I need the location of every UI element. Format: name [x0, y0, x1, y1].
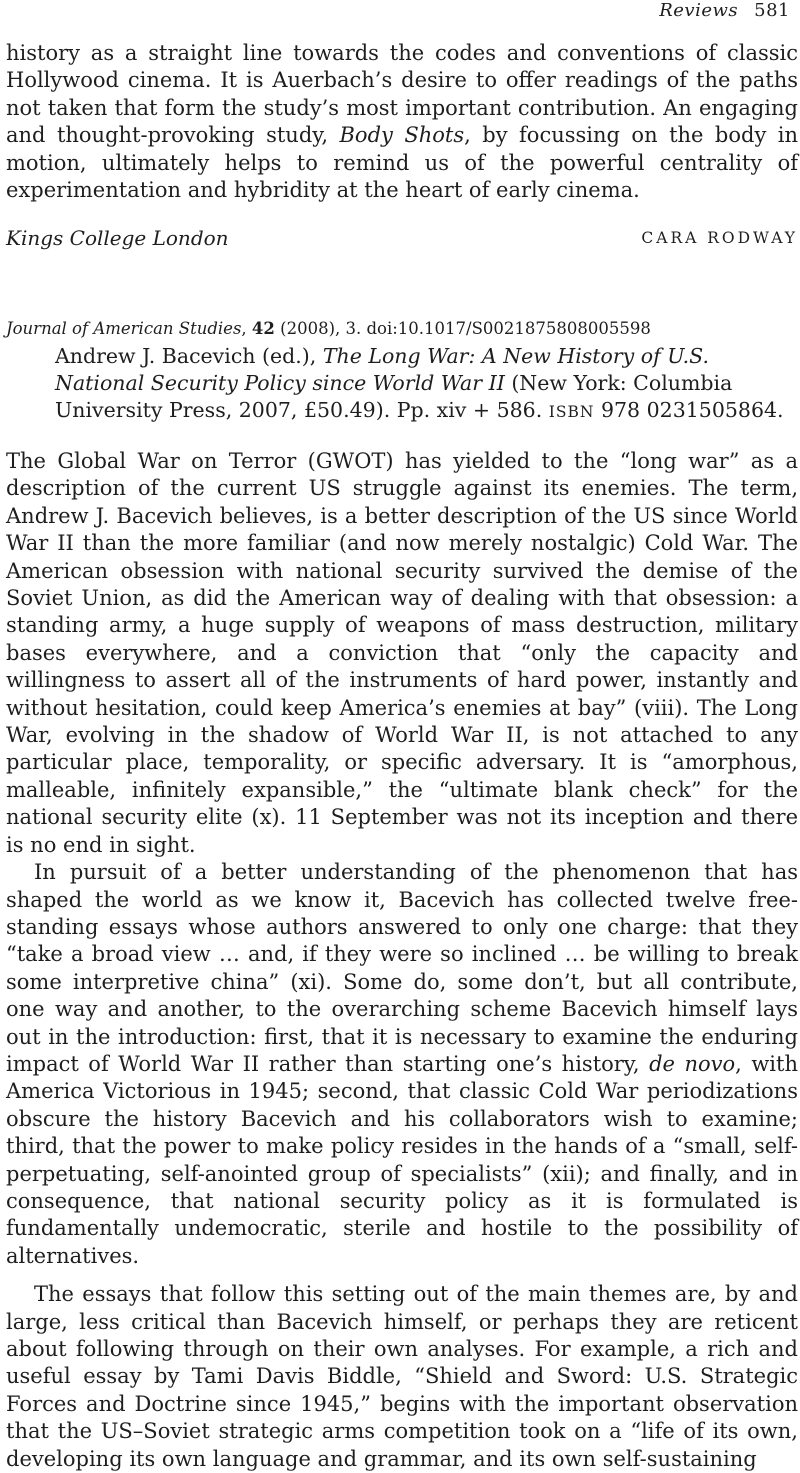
journal-name: Journal of American Studies — [6, 319, 242, 338]
review-paragraph-2 — [6, 859, 798, 1270]
reviewer-name: CARA RODWAY — [641, 229, 798, 247]
previous-review-closing-paragraph — [6, 40, 798, 204]
paragraph-text: history as a straight line towards the codes and conventions of classic Hollywood cinema. It is Auerbach’s desire to offer readings of the paths not taken that form the study’s most important contribution. An engaging and thought-provoking study, — [6, 41, 798, 148]
book-editor: Andrew J. Bacevich (ed.), — [55, 344, 323, 368]
book-publication: (New York: Columbia University Press, 2007, £50.49). Pp. xiv + 586. — [55, 371, 733, 422]
review-paragraph-1: The Global War on Terror (GWOT) has yielded to the “long war” as a description of the current US struggle against its enemies. The term, Andrew J. Bacevich believes, is a better description of the US since World War II than the more familiar (and now merely nostalgic) Cold War. The American obsession with national security survived the demise of the Soviet Union, as did the American way of dealing with that obsession: a standing army, a huge supply of weapons of mass destruction, military bases everywhere, and a conviction that “only the capacity and willingness to assert all of the instruments of hard power, instantly and without hesitation, could keep America’s enemies at bay” (viii). The Long War, evolving in the shadow of World War II, is not attached to any particular place, temporality, or specific adversary. It is “amorphous, malleable, infinitely expansible,” the “ultimate blank check” for the national security elite (x). 11 September was not its inception and there is no end in sight. — [6, 449, 798, 857]
journal-citation: Journal of American Studies, 42 (2008), 3. doi:10.1017/S0021875808005598 — [6, 319, 651, 338]
book-title: The Long War: A New History of U.S. National Security Policy since World War II — [55, 344, 709, 395]
journal-volume: 42 — [251, 319, 275, 338]
paragraph-text: In pursuit of a better understanding of the phenomenon that has shaped the world as we know it, Bacevich has collected twelve free-standing essays whose authors answered to only one charge: that they “take a broad view … and, if they were so inclined … be willing to break some interpretive china” (xi). Some do, some don’t, but all contribute, one way and another, to the overarching scheme Bacevich himself lays out in the introduction: first, that it is necessary to examine the enduring impact of World War II rather than starting one’s history, — [6, 860, 798, 1076]
book-title-italic: Body Shots — [339, 123, 465, 148]
book-bibliographic-entry — [55, 343, 797, 426]
isbn-label: ISBN — [548, 403, 595, 421]
citation-details: (2008), 3. doi:10.1017/S0021875808005598 — [274, 319, 651, 338]
running-header — [659, 0, 790, 22]
reviewer-signature — [6, 225, 798, 251]
reviewer-institution: Kings College London — [6, 226, 229, 250]
review-body — [6, 448, 798, 1473]
page-number: 581 — [754, 0, 790, 21]
review-paragraph-3: The essays that follow this setting out of the main themes are, by and large, less critical than Bacevich himself, or perhaps they are reticent about following through on their own analyses. For example, a rich and useful essay by Tami Davis Biddle, “Shield and Sword: U.S. Strategic Forces and Doctrine since 1945,” begins with the important observation that the US–Soviet strategic arms competition took on a “life of its own, developing its own language and grammar, and its own self-sustaining — [6, 1282, 798, 1471]
paragraph-text: , by focussing on the body in motion, ultimately helps to remind us of the powerful centrality of experimentation and hybridity at the heart of early cinema. — [6, 123, 799, 203]
running-title: Reviews — [659, 0, 739, 21]
isbn-number: 978 0231505864. — [594, 398, 784, 422]
paragraph-text: , with America Victorious in 1945; second, that classic Cold War periodizations obscure the history Bacevich and his collaborators wish to examine; third, that the power to make policy resides in the hands of a “small, self-perpetuating, self-anointed group of specialists” (xii); and finally, and in consequence, that national security policy as it is formulated is fundamentally undemocratic, sterile and hostile to the possibility of alternatives. — [6, 1051, 798, 1268]
italic-phrase: de novo — [649, 1051, 736, 1076]
